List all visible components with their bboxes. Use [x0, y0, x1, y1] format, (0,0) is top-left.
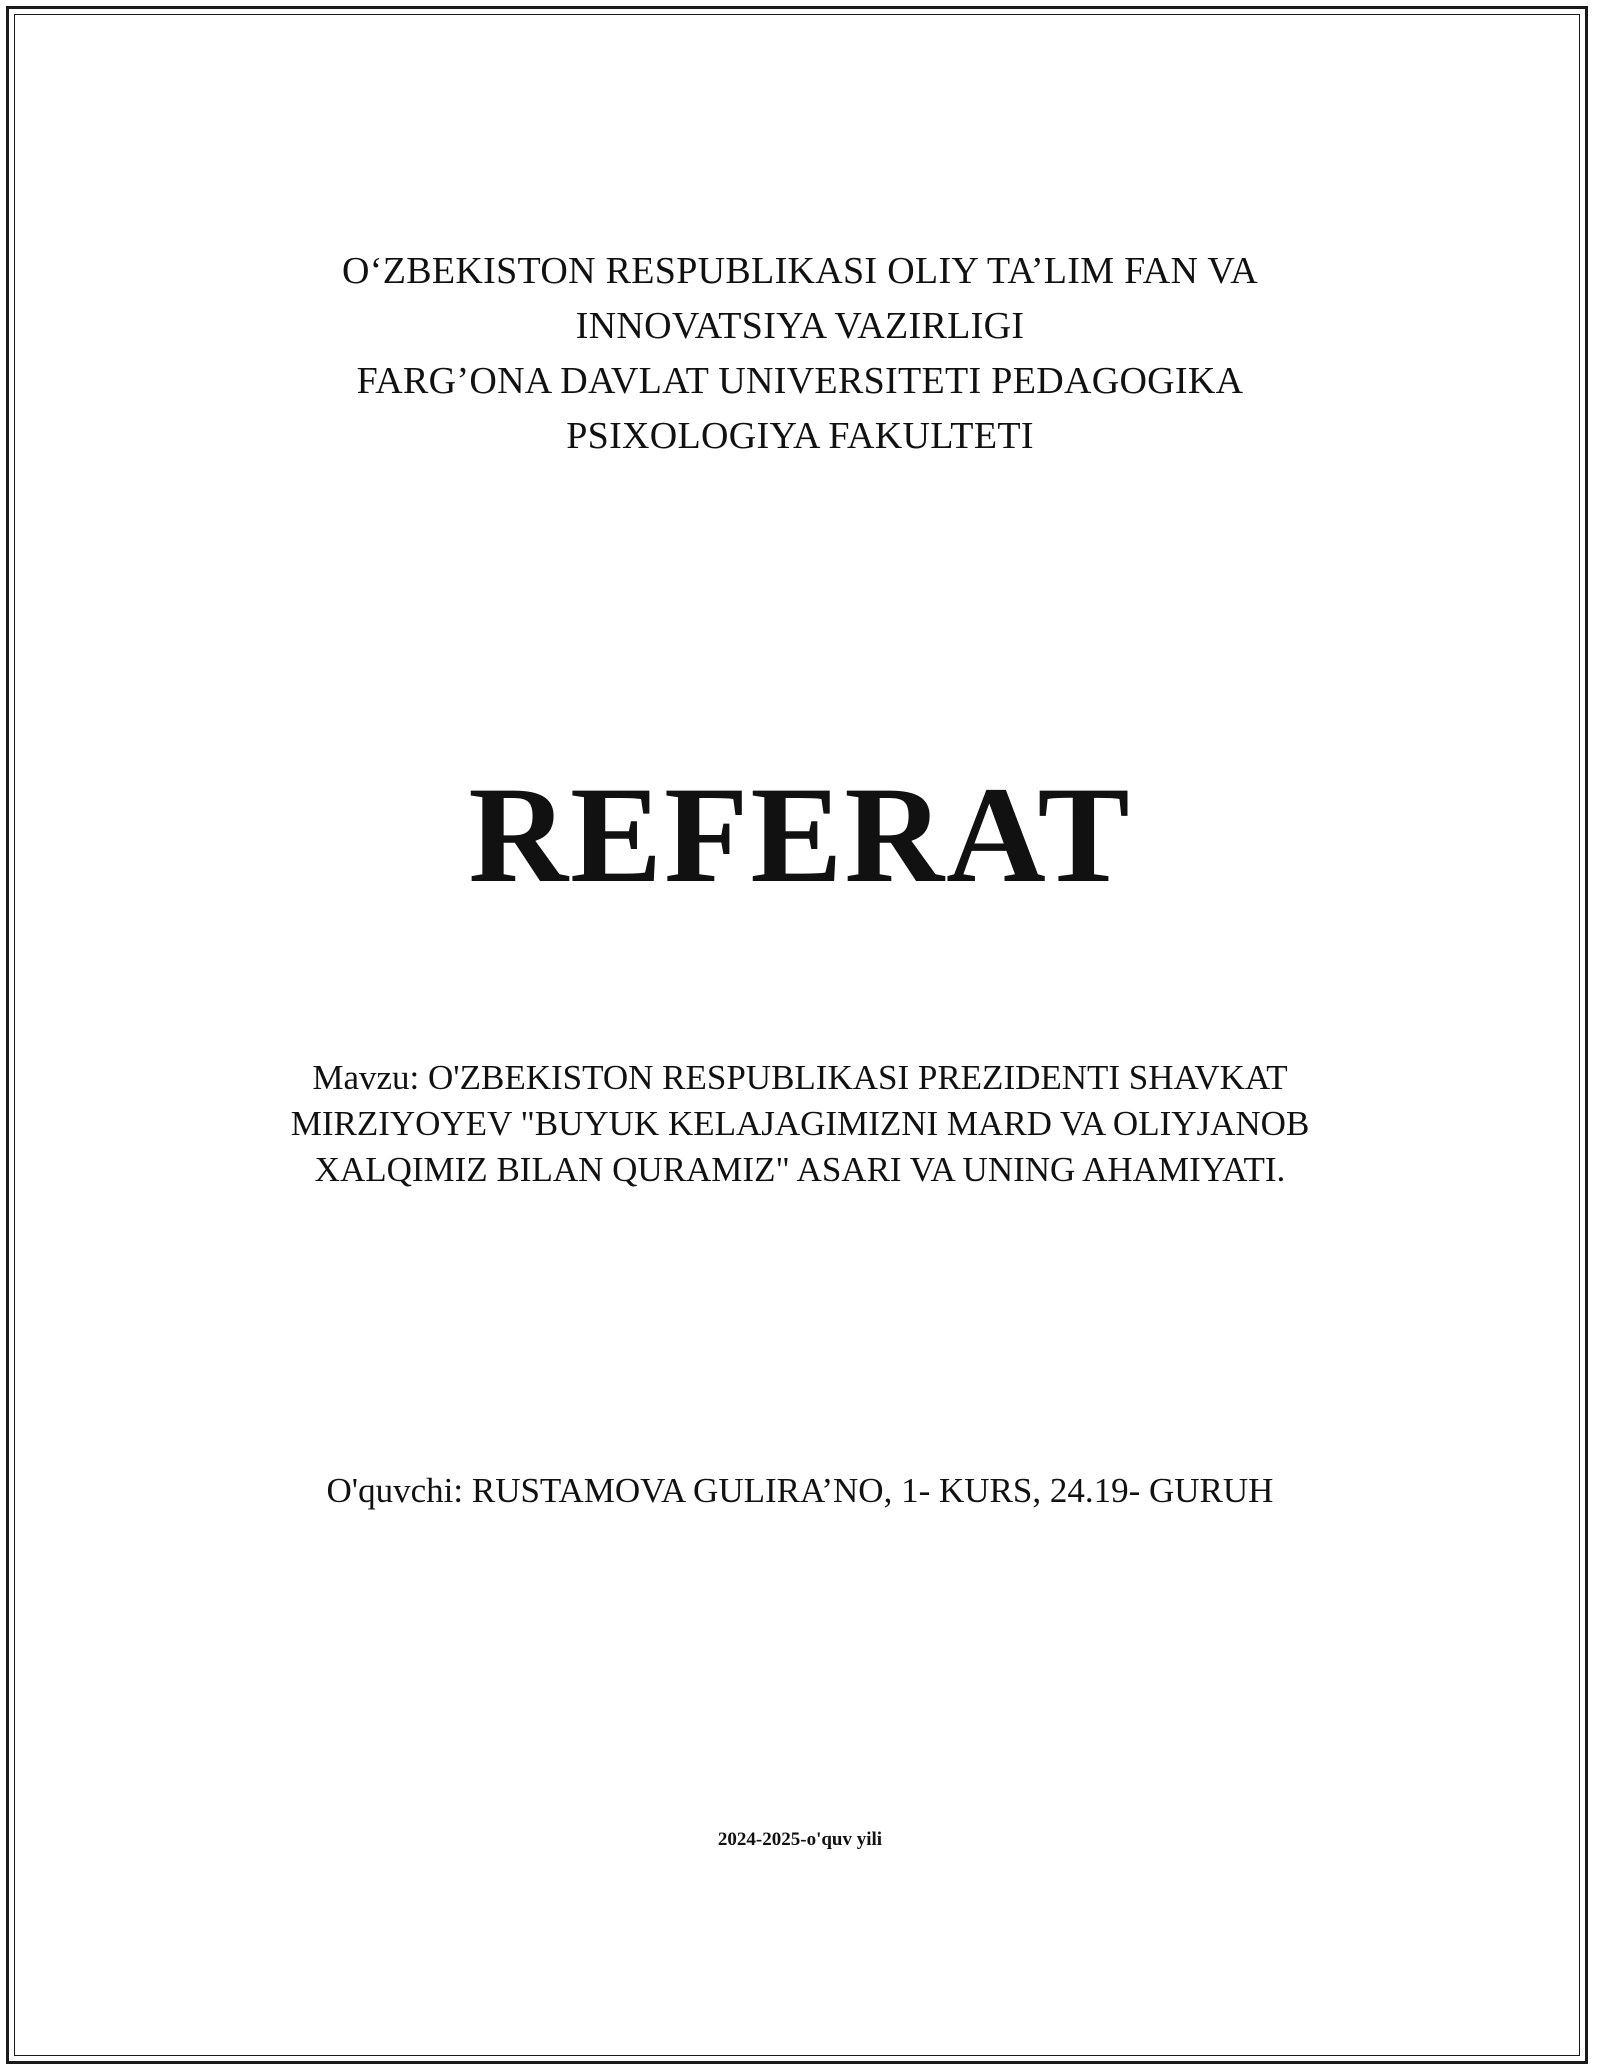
document-title: REFERAT — [468, 758, 1132, 911]
header-line: O‘ZBEKISTON RESPUBLIKASI OLIY TA’LIM FAN VA — [342, 250, 1258, 292]
header-line: FARG’ONA DAVLAT UNIVERSITETI PEDAGOGIKA — [356, 360, 1244, 402]
header-line: PSIXOLOGIYA FAKULTETI — [566, 415, 1034, 457]
header-line: INNOVATSIYA VAZIRLIGI — [575, 305, 1025, 347]
topic-block — [0, 1055, 1600, 1193]
academic-year: 2024-2025-o'quv yili — [717, 1829, 883, 1850]
topic-line: MIRZIYOYEV "BUYUK KELAJAGIMIZNI MARD VA OLIYJANOB — [290, 1104, 1310, 1143]
institution-header — [0, 244, 1600, 464]
topic-line: Mavzu: O'ZBEKISTON RESPUBLIKASI PREZIDENTI SHAVKAT — [312, 1058, 1288, 1097]
topic-line: XALQIMIZ BILAN QURAMIZ" ASARI VA UNING AHAMIYATI. — [314, 1150, 1286, 1189]
student-info: O'quvchi: RUSTAMOVA GULIRA’NO, 1- KURS, 24.19- GURUH — [326, 1471, 1274, 1510]
